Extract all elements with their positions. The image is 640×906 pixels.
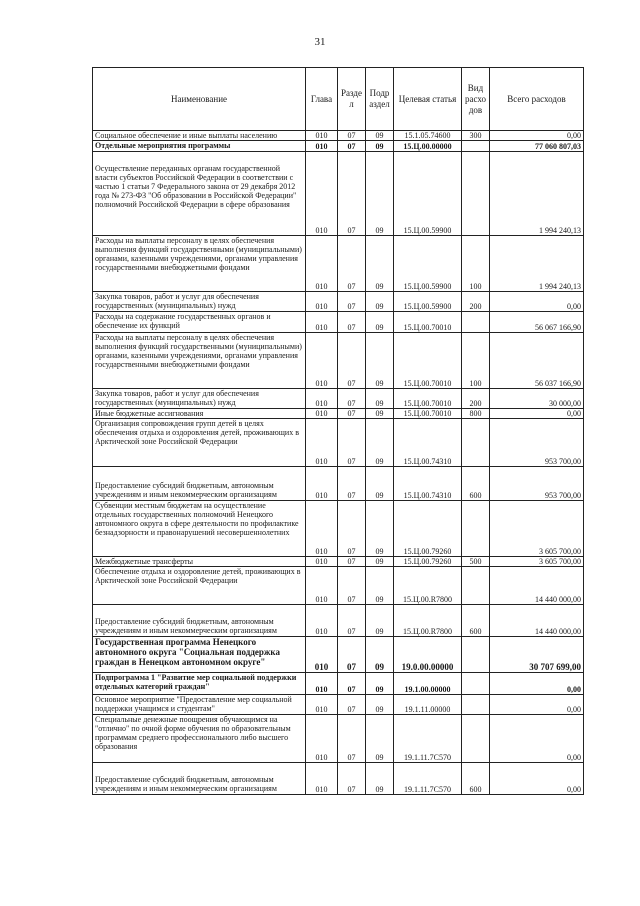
cell-glava: 010	[306, 605, 338, 637]
cell-total: 14 440 000,00	[490, 567, 584, 605]
cell-total: 30 707 699,00	[490, 637, 584, 673]
cell-vid	[462, 637, 490, 673]
cell-razdel: 07	[338, 312, 366, 333]
cell-vid	[462, 419, 490, 467]
cell-razdel: 07	[338, 673, 366, 695]
table-header-row	[93, 68, 584, 131]
cell-vid: 100	[462, 333, 490, 389]
cell-target: 15.Ц.00.70010	[394, 389, 462, 409]
header-name: Наименование	[93, 68, 306, 131]
cell-glava: 010	[306, 557, 338, 567]
cell-target: 15.Ц.00.79260	[394, 557, 462, 567]
cell-name: Предоставление субсидий бюджетным, автономным учреждениям и иным некоммерческим организациям	[93, 605, 306, 637]
cell-total: 953 700,00	[490, 467, 584, 501]
table-row	[93, 567, 584, 605]
cell-vid	[462, 141, 490, 152]
header-podrazdel: Подр аздел	[366, 68, 394, 131]
cell-name: Закупка товаров, работ и услуг для обеспечения государственных (муниципальных) нужд	[93, 389, 306, 409]
cell-total: 0,00	[490, 292, 584, 312]
header-target: Целевая статья	[394, 68, 462, 131]
cell-podrazdel: 09	[366, 152, 394, 236]
cell-razdel: 07	[338, 236, 366, 292]
cell-razdel: 07	[338, 695, 366, 715]
cell-target: 15.Ц.00.00000	[394, 141, 462, 152]
cell-vid: 800	[462, 409, 490, 419]
cell-target: 15.Ц.00.70010	[394, 333, 462, 389]
cell-target: 15.Ц.00.R7800	[394, 567, 462, 605]
cell-name: Осуществление переданных органам государственной власти субъектов Российской Федерации в соответствии с частью 1 статьи 7 Федерального закона от 29 декабря 2012 года № 273-ФЗ "Об образовании в Российской Федерации" полномочий Российской Федерации в сфере образования	[93, 152, 306, 236]
cell-target: 19.0.00.00000	[394, 637, 462, 673]
cell-total: 77 060 807,03	[490, 141, 584, 152]
cell-name: Межбюджетные трансферты	[93, 557, 306, 567]
cell-glava: 010	[306, 673, 338, 695]
cell-total: 3 605 700,00	[490, 501, 584, 557]
cell-name: Расходы на содержание государственных органов и обеспечение их функций	[93, 312, 306, 333]
table-row	[93, 695, 584, 715]
cell-glava: 010	[306, 152, 338, 236]
cell-target: 15.Ц.00.74310	[394, 419, 462, 467]
cell-target: 15.Ц.00.R7800	[394, 605, 462, 637]
cell-name: Специальные денежные поощрения обучающимся на "отлично" по очной форме обучения по образовательным программам среднего профессионального либо высшего образования	[93, 715, 306, 763]
cell-total: 56 037 166,90	[490, 333, 584, 389]
cell-target: 15.Ц.00.79260	[394, 501, 462, 557]
table-body	[93, 131, 584, 795]
cell-target: 19.1.11.7С570	[394, 763, 462, 795]
cell-name: Подпрограмма 1 "Развитие мер социальной поддержки отдельных категорий граждан"	[93, 673, 306, 695]
cell-glava: 010	[306, 141, 338, 152]
cell-glava: 010	[306, 333, 338, 389]
cell-razdel: 07	[338, 763, 366, 795]
table-row	[93, 467, 584, 501]
cell-razdel: 07	[338, 605, 366, 637]
page-number: 31	[314, 36, 326, 48]
cell-glava: 010	[306, 695, 338, 715]
cell-glava: 010	[306, 637, 338, 673]
budget-table	[92, 67, 584, 795]
cell-podrazdel: 09	[366, 141, 394, 152]
cell-total: 0,00	[490, 673, 584, 695]
cell-total: 0,00	[490, 131, 584, 141]
cell-razdel: 07	[338, 715, 366, 763]
cell-glava: 010	[306, 389, 338, 409]
cell-podrazdel: 09	[366, 501, 394, 557]
table-row	[93, 637, 584, 673]
table-row	[93, 763, 584, 795]
cell-glava: 010	[306, 419, 338, 467]
table-row	[93, 715, 584, 763]
cell-podrazdel: 09	[366, 333, 394, 389]
cell-podrazdel: 09	[366, 389, 394, 409]
cell-name: Основное мероприятие "Предоставление мер социальной поддержки учащимся и студентам"	[93, 695, 306, 715]
cell-vid	[462, 152, 490, 236]
cell-name: Иные бюджетные ассигнования	[93, 409, 306, 419]
cell-total: 0,00	[490, 763, 584, 795]
cell-razdel: 07	[338, 501, 366, 557]
cell-vid: 500	[462, 557, 490, 567]
cell-total: 14 440 000,00	[490, 605, 584, 637]
table-row	[93, 557, 584, 567]
table-row	[93, 333, 584, 389]
cell-vid: 600	[462, 763, 490, 795]
cell-target: 19.1.11.7С570	[394, 715, 462, 763]
cell-glava: 010	[306, 312, 338, 333]
cell-target: 15.1.05.74600	[394, 131, 462, 141]
cell-podrazdel: 09	[366, 409, 394, 419]
cell-glava: 010	[306, 715, 338, 763]
cell-podrazdel: 09	[366, 715, 394, 763]
cell-vid: 600	[462, 467, 490, 501]
header-razdel: Разде л	[338, 68, 366, 131]
cell-razdel: 07	[338, 419, 366, 467]
cell-name: Субвенции местным бюджетам на осуществление отдельных государственных полномочий Ненецкого автономного округа в сфере деятельности по профилактике безнадзорности и правонарушений несовершеннолетних	[93, 501, 306, 557]
table-row	[93, 312, 584, 333]
cell-vid: 600	[462, 605, 490, 637]
cell-name: Расходы на выплаты персоналу в целях обеспечения выполнения функций государственными (муниципальными) органами, казенными учреждениями, органами управления государственными внебюджетными фондами	[93, 236, 306, 292]
cell-vid	[462, 312, 490, 333]
cell-razdel: 07	[338, 141, 366, 152]
table-row	[93, 673, 584, 695]
cell-vid	[462, 715, 490, 763]
cell-glava: 010	[306, 501, 338, 557]
cell-total: 1 994 240,13	[490, 236, 584, 292]
cell-total: 3 605 700,00	[490, 557, 584, 567]
cell-target: 15.Ц.00.59900	[394, 236, 462, 292]
cell-glava: 010	[306, 467, 338, 501]
cell-vid: 200	[462, 292, 490, 312]
cell-target: 15.Ц.00.70010	[394, 312, 462, 333]
cell-razdel: 07	[338, 131, 366, 141]
cell-vid	[462, 567, 490, 605]
cell-razdel: 07	[338, 637, 366, 673]
table-row	[93, 236, 584, 292]
cell-podrazdel: 09	[366, 695, 394, 715]
cell-total: 1 994 240,13	[490, 152, 584, 236]
cell-podrazdel: 09	[366, 419, 394, 467]
header-total: Всего расходов	[490, 68, 584, 131]
cell-vid: 100	[462, 236, 490, 292]
cell-razdel: 07	[338, 292, 366, 312]
cell-vid: 300	[462, 131, 490, 141]
cell-razdel: 07	[338, 567, 366, 605]
cell-name: Расходы на выплаты персоналу в целях обеспечения выполнения функций государственными (муниципальными) органами, казенными учреждениями, органами управления государственными внебюджетными фондами	[93, 333, 306, 389]
table-row	[93, 605, 584, 637]
cell-name: Предоставление субсидий бюджетным, автономным учреждениям и иным некоммерческим организациям	[93, 763, 306, 795]
cell-target: 19.1.11.00000	[394, 695, 462, 715]
table-row	[93, 292, 584, 312]
table-row	[93, 141, 584, 152]
cell-podrazdel: 09	[366, 131, 394, 141]
cell-vid	[462, 673, 490, 695]
table-row	[93, 389, 584, 409]
cell-podrazdel: 09	[366, 673, 394, 695]
table-row	[93, 152, 584, 236]
cell-razdel: 07	[338, 467, 366, 501]
cell-total: 953 700,00	[490, 419, 584, 467]
cell-total: 0,00	[490, 695, 584, 715]
cell-podrazdel: 09	[366, 467, 394, 501]
cell-target: 15.Ц.00.59900	[394, 292, 462, 312]
cell-glava: 010	[306, 292, 338, 312]
header-glava: Глава	[306, 68, 338, 131]
cell-name: Государственная программа Ненецкого автономного округа "Социальная поддержка граждан в Ненецком автономном округе"	[93, 637, 306, 673]
table-row	[93, 501, 584, 557]
cell-name: Социальное обеспечение и иные выплаты населению	[93, 131, 306, 141]
cell-podrazdel: 09	[366, 763, 394, 795]
cell-glava: 010	[306, 236, 338, 292]
cell-podrazdel: 09	[366, 236, 394, 292]
table-row	[93, 419, 584, 467]
cell-podrazdel: 09	[366, 567, 394, 605]
cell-vid: 200	[462, 389, 490, 409]
header-vid: Вид расхо дов	[462, 68, 490, 131]
cell-podrazdel: 09	[366, 605, 394, 637]
cell-name: Организация сопровождения групп детей в целях обеспечения отдыха и оздоровления детей, проживающих в Арктической зоне Российской Федерации	[93, 419, 306, 467]
cell-name: Закупка товаров, работ и услуг для обеспечения государственных (муниципальных) нужд	[93, 292, 306, 312]
cell-target: 15.Ц.00.74310	[394, 467, 462, 501]
cell-podrazdel: 09	[366, 292, 394, 312]
cell-glava: 010	[306, 567, 338, 605]
cell-podrazdel: 09	[366, 557, 394, 567]
cell-total: 0,00	[490, 715, 584, 763]
cell-razdel: 07	[338, 409, 366, 419]
cell-razdel: 07	[338, 389, 366, 409]
cell-target: 15.Ц.00.59900	[394, 152, 462, 236]
table-row	[93, 131, 584, 141]
cell-total: 56 067 166,90	[490, 312, 584, 333]
cell-glava: 010	[306, 763, 338, 795]
cell-vid	[462, 501, 490, 557]
cell-target: 19.1.00.00000	[394, 673, 462, 695]
cell-name: Обеспечение отдыха и оздоровление детей, проживающих в Арктической зоне Российской Федерации	[93, 567, 306, 605]
table-row	[93, 409, 584, 419]
cell-glava: 010	[306, 409, 338, 419]
cell-podrazdel: 09	[366, 637, 394, 673]
cell-name: Предоставление субсидий бюджетным, автономным учреждениям и иным некоммерческим организациям	[93, 467, 306, 501]
cell-podrazdel: 09	[366, 312, 394, 333]
cell-target: 15.Ц.00.70010	[394, 409, 462, 419]
cell-razdel: 07	[338, 557, 366, 567]
cell-total: 30 000,00	[490, 389, 584, 409]
cell-glava: 010	[306, 131, 338, 141]
cell-total: 0,00	[490, 409, 584, 419]
cell-name: Отдельные мероприятия программы	[93, 141, 306, 152]
cell-razdel: 07	[338, 152, 366, 236]
cell-vid	[462, 695, 490, 715]
cell-razdel: 07	[338, 333, 366, 389]
